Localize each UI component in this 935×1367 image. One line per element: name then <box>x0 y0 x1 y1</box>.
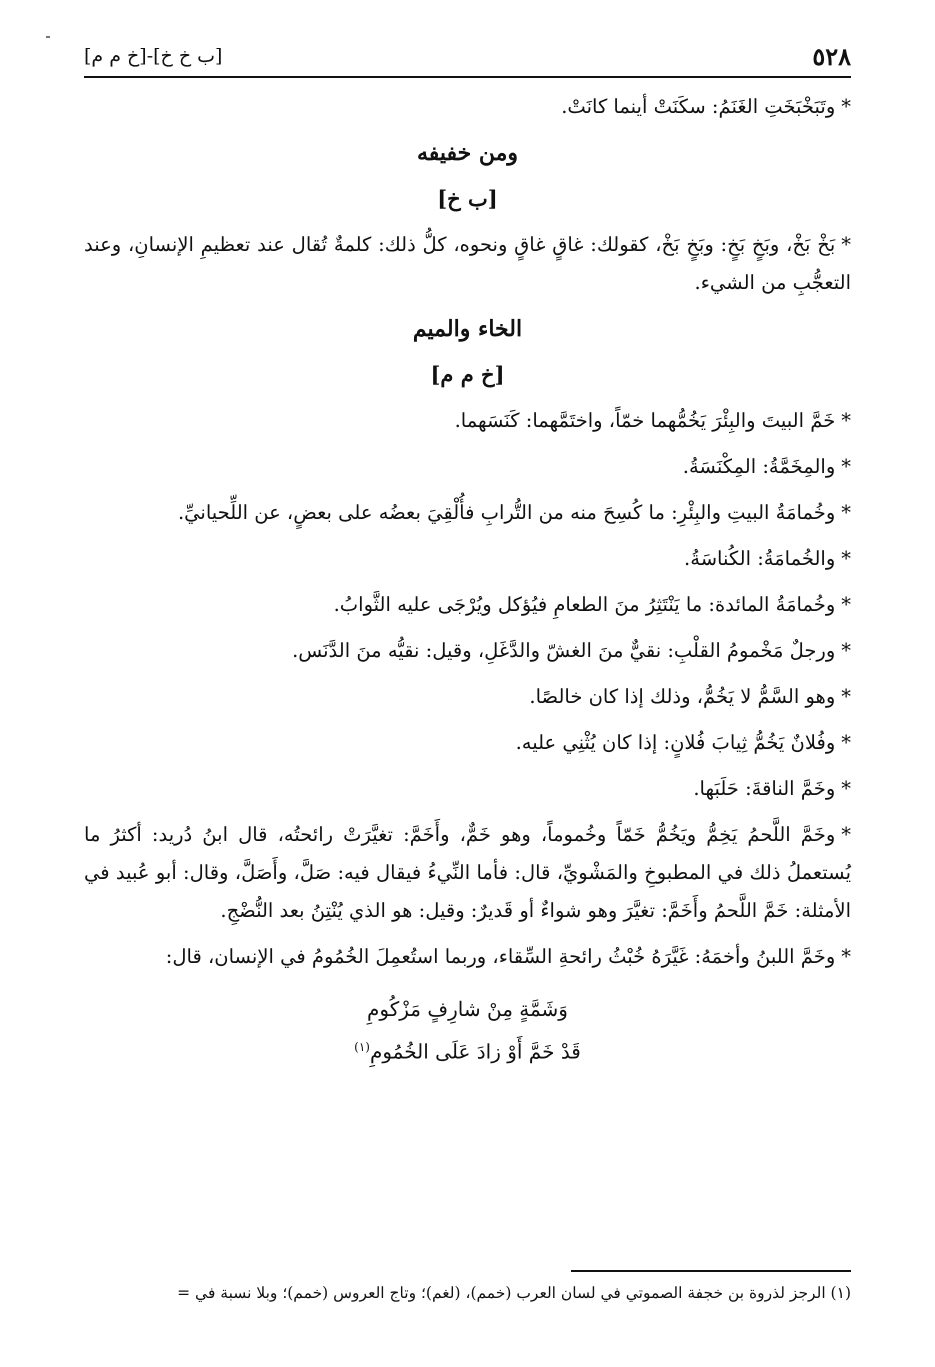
entry <box>84 678 851 716</box>
entry-text: وخَمَّ اللَّحمُ يَخِمُّ ويَخُمُّ خَمّاً وخُموماً، وهو خَمٌّ، وأَخَمَّ: تغيَّرَتْ رائحتُه، قال ابنُ دُريد: أكثرُ ما يُستعملُ ذلك في المطبوخِ والمَشْويِّ، قال: فأما النِّيءُ فيقال فيه: صَلَّ، وأَصَلَّ، وقال: أبو عُبيد في الأمثلة: خَمَّ اللَّحمُ وأَخَمَّ: تغيَّرَ وهو شواءٌ أو قَديرٌ: وقيل: هو الذي يُنْتِنُ بعد النُّضْجِ. <box>84 823 851 922</box>
page-body <box>84 88 851 1071</box>
entry <box>84 402 851 440</box>
entry <box>84 632 851 670</box>
entry-text: وخُمامَةُ المائدة: ما يَنْتَثِرُ منَ الطعامِ فيُؤكل ويُرْجَى عليه الثَّوابُ. <box>333 593 836 616</box>
running-head: [ب خ خ]-[خ م م] <box>84 45 223 67</box>
entry <box>84 724 851 762</box>
asterisk-icon: * <box>841 501 851 524</box>
asterisk-icon: * <box>841 731 851 754</box>
section-title: الخاء والميم <box>412 316 523 342</box>
entry-text: والخُمامَةُ: الكُناسَةُ. <box>684 547 836 570</box>
entry <box>84 448 851 486</box>
asterisk-icon: * <box>841 409 851 432</box>
poem <box>84 990 851 1071</box>
entry-text: وتَبَخْبَخَتِ الغَنَمُ: سكَنَتْ أينما كانَتْ. <box>561 95 836 118</box>
footnote-divider <box>571 1270 851 1272</box>
page-number: ٥٢٨ <box>812 41 851 71</box>
entry <box>84 494 851 532</box>
poem-line-last <box>84 1028 851 1071</box>
asterisk-icon: * <box>841 685 851 708</box>
asterisk-icon: * <box>841 823 851 846</box>
entry <box>84 226 851 302</box>
footnote-marker: (١) <box>354 1040 370 1054</box>
entry-text: خَمَّ البيتَ والبِئْرَ يَخُمُّهما خمّاً، واختَمَّهما: كَنَسَهما. <box>454 409 836 432</box>
entry-text: وهو السَّمُّ لا يَخُمُّ، وذلك إذا كان خالصًا. <box>529 685 836 708</box>
entry <box>84 770 851 808</box>
entry-text: بَخْ بَخْ، وبَخٍ بَخٍ: وبَخٍ بَخْ، كقولك: غاقٍ غاقٍ ونحوه، كلُّ ذلك: كلمةٌ تُقال عند تعظيمِ الإنسانِ، وعند التعجُّبِ من الشيء. <box>84 233 851 294</box>
entry-text: وخَمَّ اللبنُ وأخمَهُ: غَيَّرَهُ خُبْثُ رائحةِ السِّقاء، وربما استُعمِلَ الخُمُومُ في الإنسان، قال: <box>165 945 836 968</box>
entry-text: وخَمَّ الناقةَ: حَلَبَها. <box>693 777 836 800</box>
poem-line: وَشَمَّةٍ مِنْ شارِفٍ مَزْكُومِ <box>367 997 568 1021</box>
asterisk-icon: * <box>841 945 851 968</box>
entry <box>84 540 851 578</box>
root-heading: [ب خ] <box>437 186 498 211</box>
entry-text: وفُلانٌ يَخُمُّ ثِيابَ فُلانٍ: إذا كان يُثْنِي عليه. <box>515 731 836 754</box>
entry-text: وخُمامَةُ البيتِ والبِئْرِ: ما كُسِحَ منه من التُّرابِ فأُلْقِيَ بعضُه على بعضٍ، عن اللِّحيانيِّ. <box>177 501 836 524</box>
root-heading: [خ م م] <box>430 362 505 387</box>
entry-text: والمِخَمَّةُ: المِكْنَسَةُ. <box>682 455 836 478</box>
entry <box>84 88 851 126</box>
asterisk-icon: * <box>841 455 851 478</box>
page-header <box>84 36 851 78</box>
entry-text: ورجلٌ مَخْمومُ القلْبِ: نقيٌّ منَ الغشّ والدَّغَلِ، وقيل: نقيُّه منَ الدَّنَس. <box>292 639 836 662</box>
entry <box>84 938 851 976</box>
entry <box>84 586 851 624</box>
asterisk-icon: * <box>841 639 851 662</box>
asterisk-icon: * <box>841 547 851 570</box>
entry <box>84 816 851 930</box>
asterisk-icon: * <box>841 593 851 616</box>
poem-line-text: قَدْ خَمَّ أَوْ زادَ عَلَى الخُمُومِ <box>369 1039 581 1064</box>
asterisk-icon: * <box>841 777 851 800</box>
asterisk-icon: * <box>841 95 851 118</box>
asterisk-icon: * <box>841 233 851 256</box>
scan-mark <box>46 36 50 38</box>
footnote: (١) الرجز لذروة بن خجفة الصموتي في لسان العرب (خمم)، (لغم)؛ وتاج العروس (خمم)؛ وبلا نسبة في = <box>177 1284 851 1302</box>
section-title: ومن خفيفه <box>416 140 519 166</box>
